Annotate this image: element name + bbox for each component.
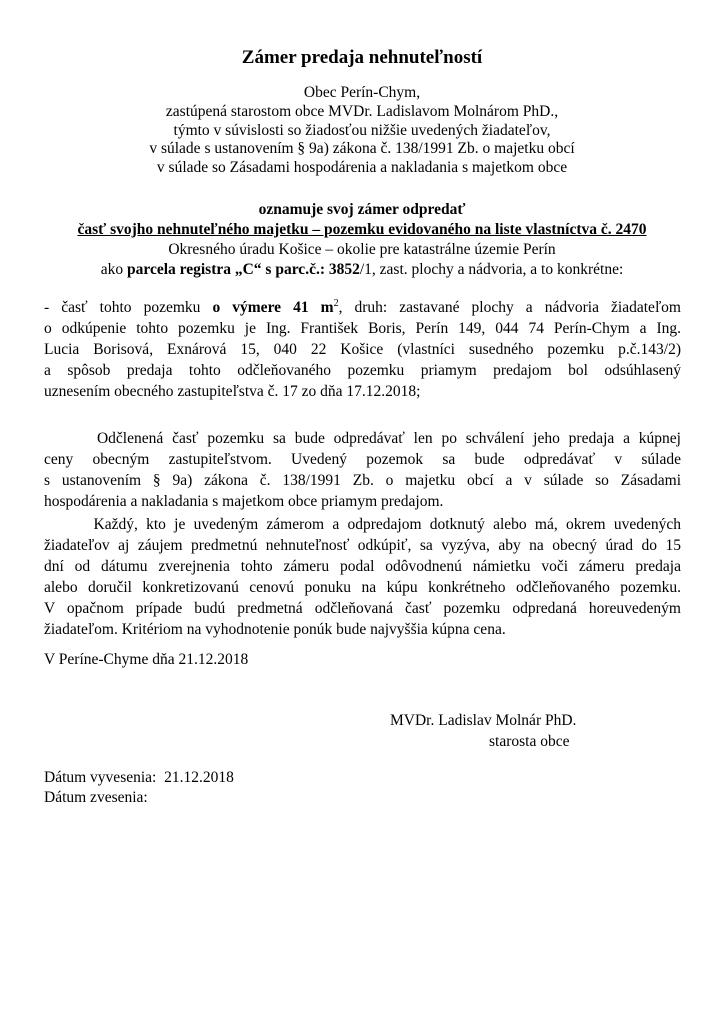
paragraph-line: s ustanovením § 9a) zákona č. 138/1991 Zb. o majetku obcí a v súlade so Zásadami [44,472,681,490]
item-text-a: - časť tohto pozemku [44,299,213,316]
paragraph-line: hospodárenia a nakladania s majetkom obce priamym predajom. [44,493,444,511]
announcement-parcel-line [40,260,684,280]
item-area-unit-exponent: 2 [333,298,339,309]
item-text-b: , druh: zastavané plochy a nádvoria žiadateľom [338,299,681,316]
intro-block [60,84,664,178]
paragraph-line: Odčlenená časť pozemku sa bude odpredávať len po schválení jeho predaja a kúpnej [44,430,681,447]
item-area: o výmere 41 m [212,299,334,316]
announcement-line: Okresného úradu Košice – okolie pre katastrálne územie Perín [168,241,556,258]
paragraph-line: ceny obecným zastupiteľstvom. Uvedený pozemok sa bude odpredávať v súlade [44,451,681,469]
paragraph-line: o odkúpenie tohto pozemku je Ing. František Boris, Perín 149, 044 74 Perín-Chym a Ing. [44,320,681,338]
parcel-item-paragraph [44,297,681,402]
intro-line: zastúpená starostom obce MVDr. Ladislavom Molnárom PhD., [165,102,559,120]
posting-dates [44,768,234,808]
parcel-suffix: /1, zast. plochy a nádvoria, a to konkrétne: [359,261,624,278]
announcement-block [40,200,684,280]
parcel-prefix: ako [100,261,127,278]
paragraph-line: Každý, kto je uvedeným zámerom a odpredajom dotknutý alebo má, okrem uvedených [44,516,681,533]
paragraph-line [44,297,681,318]
signatory-name: MVDr. Ladislav Molnár PhD. [390,712,577,729]
paragraph-line: V opačnom prípade budú predmetná odčleňovaná časť pozemku odpredaná horeuvedeným [44,600,681,618]
date-posted: Dátum vyvesenia: 21.12.2018 [44,769,234,786]
paragraph-line: žiadateľov aj záujem predmetnú nehnuteľnosť odkúpiť, sa vyzýva, aby na obecný úrad do 15 [44,537,681,555]
paragraph-line: uznesením obecného zastupiteľstva č. 17 zo dňa 17.12.2018; [44,383,421,401]
conditions-paragraph [44,428,681,512]
place-and-date: V Períne-Chyme dňa 21.12.2018 [44,651,249,668]
announcement-subject: časť svojho nehnuteľného majetku – pozemku evidovaného na liste vlastníctva č. 2470 [77,221,647,238]
intro-line: týmto v súvislosti so žiadosťou nižšie uvedených žiadateľov, [173,121,551,139]
paragraph-line: žiadateľom. Kritériom na vyhodnotenie ponúk bude najvyššia kúpna cena. [44,621,506,639]
intro-line: v súlade s ustanovením § 9a) zákona č. 138/1991 Zb. o majetku obcí [149,140,575,158]
paragraph-line: a spôsob predaja tohto odčleňovaného pozemku priamym predajom bol odsúhlasený [44,362,681,380]
paragraph-line: Lucia Borisová, Exnárová 15, 040 22 Košice (vlastníci susedného pozemku p.č.143/2) [44,341,681,359]
intro-line: Obec Perín-Chym, [303,84,421,101]
paragraph-line: alebo doručil konkretizovanú cenovú ponuku na kúpu konkrétneho odčleňovaného pozemku. [44,579,681,597]
paragraph-line: dní od dátumu zverejnenia tohto zámeru podal odôvodnenú námietku voči zámeru predaja [44,558,681,576]
date-removed: Dátum zvesenia: [44,789,148,806]
signature-block [390,710,690,752]
signatory-role: starosta obce [489,733,570,750]
document-title: Zámer predaja nehnuteľností [241,47,483,68]
intro-line: v súlade so Zásadami hospodárenia a nakladania s majetkom obce [156,159,568,177]
objection-paragraph [44,514,681,641]
announcement-heading: oznamuje svoj zámer odpredať [258,201,466,218]
parcel-number: parcela registra „C“ s parc.č.: 3852 [126,261,360,278]
